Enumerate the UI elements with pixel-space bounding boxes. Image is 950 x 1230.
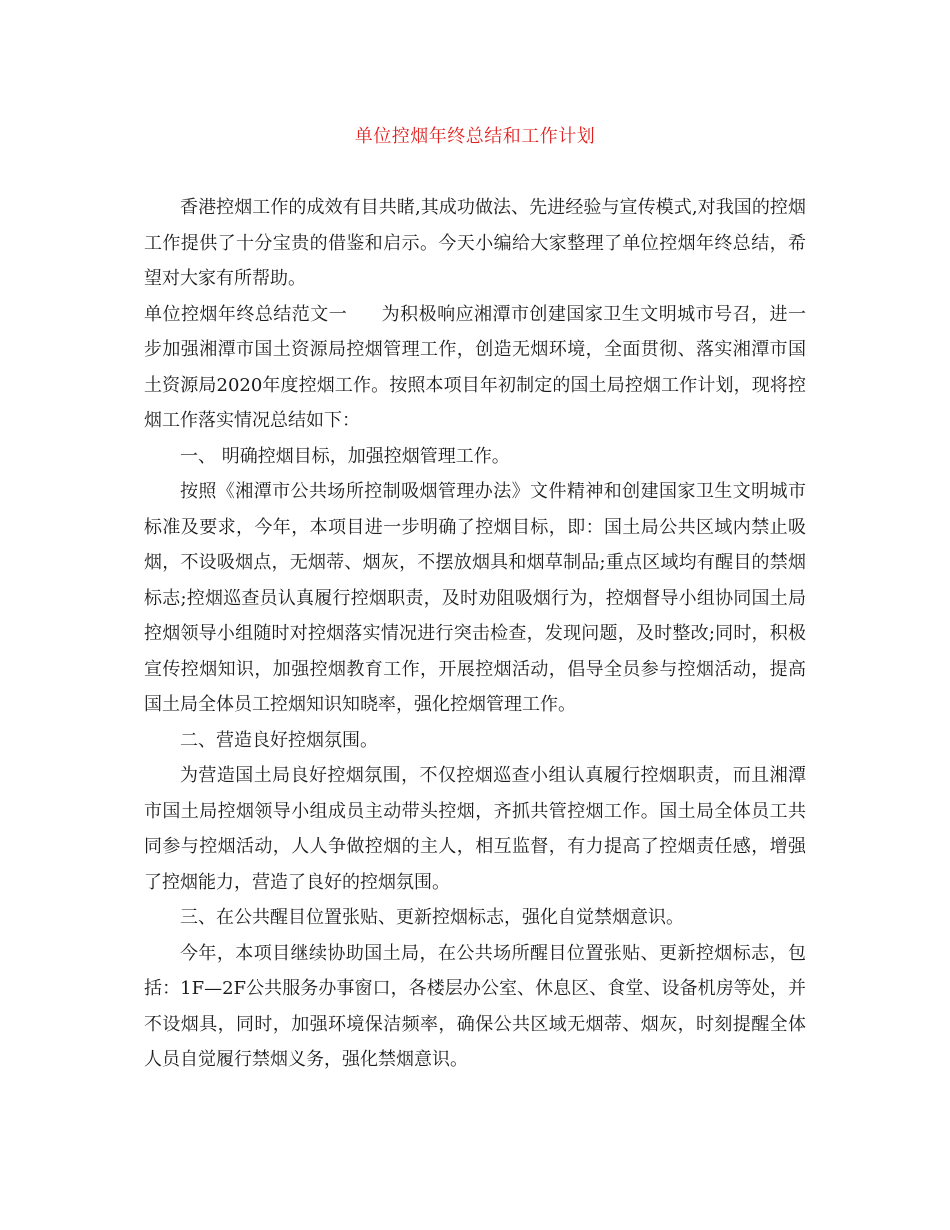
paragraph-three: 今年，本项目继续协助国土局，在公共场所醒目位置张贴、更新控烟标志，包括：1F—2F公共服务办事窗口，各楼层办公室、休息区、食堂、设备机房等处，并不设烟具，同时，加强环境保洁频率，确保公共区域无烟蒂、烟灰，时刻提醒全体人员自觉履行禁烟义务，强化禁烟意识。 <box>144 942 806 1070</box>
paragraph-one: 按照《湘潭市公共场所控制吸烟管理办法》文件精神和创建国家卫生文明城市标准及要求，今年，本项目进一步明确了控烟目标，即：国土局公共区域内禁止吸烟，不设吸烟点，无烟蒂、烟灰，不摆放烟具和烟草制品;重点区域均有醒目的禁烟标志;控烟巡查员认真履行控烟职责，及时劝阻吸烟行为，控烟督导小组协同国土局控烟领导小组随时对控烟落实情况进行突击检查，发现问题，及时整改;同时，积极宣传控烟知识，加强控烟教育工作，开展控烟活动，倡导全员参与控烟活动，提高国土局全体员工控烟知识知晓率，强化控烟管理工作。 <box>144 481 806 715</box>
heading-one: 一、 明确控烟目标，加强控烟管理工作。 <box>180 445 510 467</box>
heading-three: 三、在公共醒目位置张贴、更新控烟标志，强化自觉禁烟意识。 <box>180 907 684 928</box>
document-body <box>144 190 806 1078</box>
section-paragraph <box>144 297 806 439</box>
section-intro-text: 为积极响应湘潭市创建国家卫生文明城市号召，进一步加强湘潭市国土资源局控烟管理工作，创造无烟环境，全面贯彻、落实湘潭市国土资源局2020年度控烟工作。按照本项目年初制定的国土局控烟工作计划，现将控烟工作落实情况总结如下： <box>144 303 807 431</box>
heading-two: 二、营造良好控烟氛围。 <box>180 729 378 751</box>
intro-paragraph: 香港控烟工作的成效有目共睹,其成功做法、先进经验与宣传模式,对我国的控烟工作提供了十分宝贵的借鉴和启示。今天小编给大家整理了单位控烟年终总结，希望对大家有所帮助。 <box>144 197 806 289</box>
paragraph-two: 为营造国土局良好控烟氛围，不仅控烟巡查小组认真履行控烟职责，而且湘潭市国土局控烟领导小组成员主动带头控烟，齐抓共管控烟工作。国土局全体员工共同参与控烟活动，人人争做控烟的主人，相互监督，有力提高了控烟责任感，增强了控烟能力，营造了良好的控烟氛围。 <box>144 765 806 893</box>
section-heading: 单位控烟年终总结范文一 <box>144 303 348 325</box>
document-title: 单位控烟年终总结和工作计划 <box>354 126 596 147</box>
